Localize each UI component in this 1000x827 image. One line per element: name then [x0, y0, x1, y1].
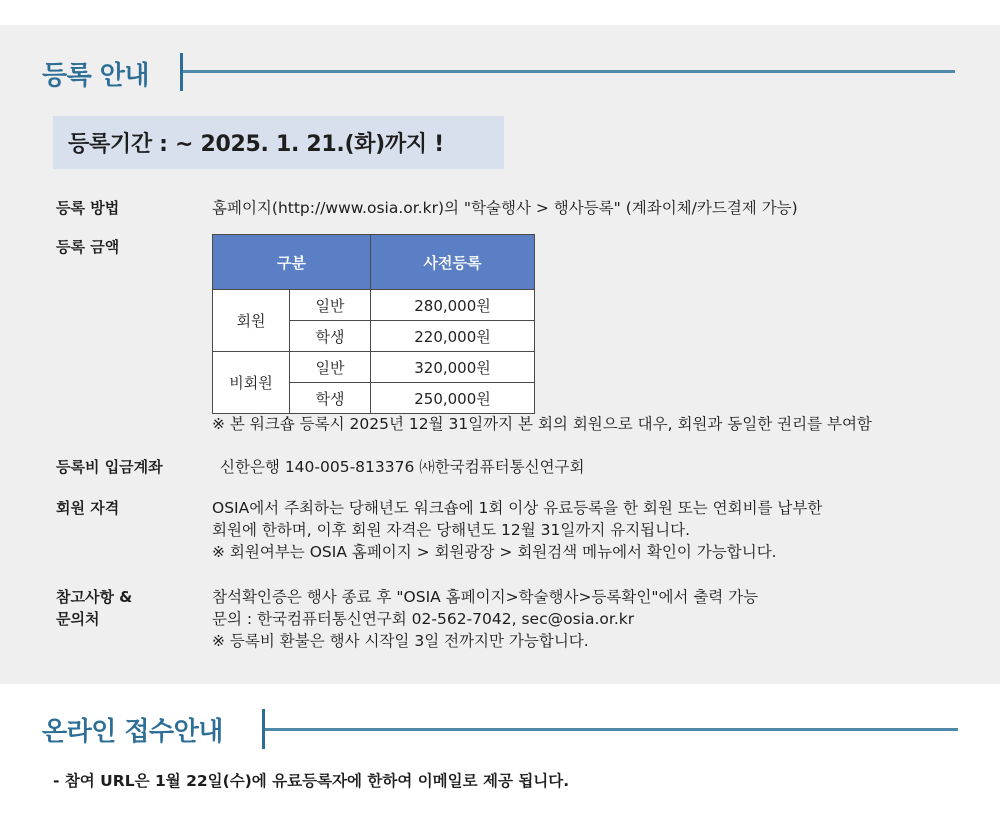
fee-note: ※ 본 워크숍 등록시 2025년 12월 31일까지 본 회의 회원으로 대우, 회원과 동일한 권리를 부여함 — [212, 415, 872, 433]
account-text: 신한은행 140-005-813376 ㈔한국컴퓨터통신연구회 — [220, 458, 585, 476]
table-row — [213, 290, 535, 321]
account-label: 등록비 입금계좌 — [56, 458, 163, 476]
online-section-heading — [42, 709, 223, 749]
table-row — [213, 352, 535, 383]
membership-line: 회원에 한하며, 이후 회원 자격은 당해년도 12월 31일까지 유지됩니다. — [212, 521, 691, 539]
notes-label-line: 문의처 — [56, 610, 100, 628]
membership-line: OSIA에서 주최하는 당해년도 워크숍에 1회 이상 유료등록을 한 회원 또는 연회비를 납부한 — [212, 499, 823, 517]
type-cell: 학생 — [289, 383, 370, 414]
fee-table-header-row — [213, 235, 535, 290]
membership-label: 회원 자격 — [56, 499, 120, 517]
online-section-title: 온라인 접수안내 — [42, 716, 223, 747]
method-label: 등록 방법 — [56, 199, 120, 217]
price-cell: 280,000원 — [371, 290, 535, 321]
registration-period-box — [53, 116, 504, 169]
price-cell: 320,000원 — [371, 352, 535, 383]
fee-label: 등록 금액 — [56, 238, 120, 256]
fee-header-early: 사전등록 — [371, 235, 535, 290]
nonmember-cell: 비회원 — [213, 352, 290, 414]
membership-text — [212, 497, 822, 563]
type-cell: 일반 — [289, 352, 370, 383]
notes-label-line: 참고사항 & — [56, 588, 133, 606]
fee-table — [212, 234, 535, 414]
type-cell: 학생 — [289, 321, 370, 352]
registration-section-title: 등록 안내 — [42, 60, 150, 91]
heading-rule — [183, 70, 955, 73]
method-text: 홈페이지(http://www.osia.or.kr)의 "학술행사 > 행사등록" (계좌이체/카드결제 가능) — [212, 199, 798, 217]
notes-text — [212, 586, 758, 652]
registration-period: 등록기간 : ~ 2025. 1. 21.(화)까지 ! — [68, 132, 444, 157]
membership-line: ※ 회원여부는 OSIA 홈페이지 > 회원광장 > 회원검색 메뉴에서 확인이 가능합니다. — [212, 543, 777, 561]
registration-section-heading — [42, 53, 149, 93]
price-cell: 250,000원 — [371, 383, 535, 414]
member-cell: 회원 — [213, 290, 290, 352]
type-cell: 일반 — [289, 290, 370, 321]
notes-line: ※ 등록비 환불은 행사 시작일 3일 전까지만 가능합니다. — [212, 632, 589, 650]
notes-line: 문의 : 한국컴퓨터통신연구회 02-562-7042, sec@osia.or.kr — [212, 610, 635, 628]
notes-label — [56, 586, 132, 630]
notes-line: 참석확인증은 행사 종료 후 "OSIA 홈페이지>학술행사>등록확인"에서 출력 가능 — [212, 588, 759, 606]
fee-header-category: 구분 — [213, 235, 371, 290]
online-note: - 참여 URL은 1월 22일(수)에 유료등록자에 한하여 이메일로 제공 됩니다. — [53, 772, 570, 790]
price-cell: 220,000원 — [371, 321, 535, 352]
heading-rule — [265, 728, 958, 731]
